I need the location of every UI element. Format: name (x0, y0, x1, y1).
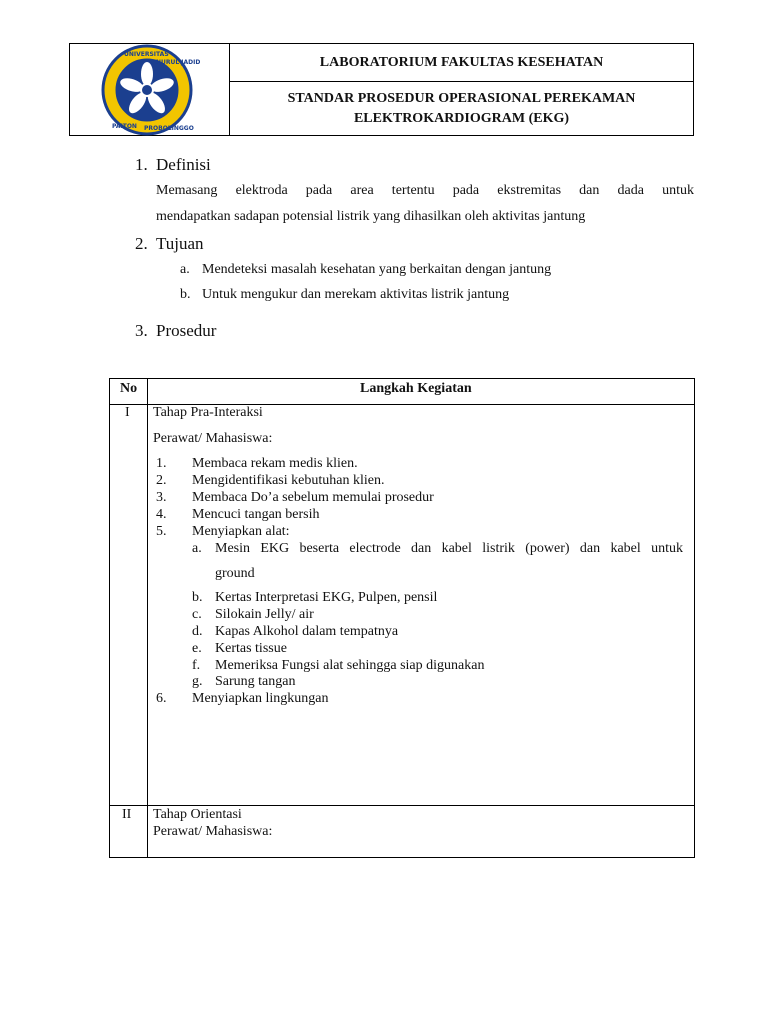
tool-item-a-line2: ground (215, 566, 255, 581)
sop-title-line1: STANDAR PROSEDUR OPERASIONAL PEREKAMAN (287, 90, 636, 106)
tool-marker-g: g. (192, 674, 203, 689)
section-title-prosedur: Prosedur (156, 321, 217, 340)
goal-marker-a: a. (180, 262, 190, 277)
tool-item-g: Sarung tangan (215, 674, 296, 689)
section-title-definisi: Definisi (156, 155, 211, 174)
step-text-5: Menyiapkan alat: (192, 524, 290, 539)
tool-marker-c: c. (192, 607, 202, 622)
step-num-1: 1. (156, 456, 167, 471)
actor-label-orientasi: Perawat/ Mahasiswa: (153, 824, 273, 839)
lab-title (230, 44, 693, 82)
step-num-5: 5. (156, 524, 167, 539)
row-number-1: I (125, 405, 130, 420)
tool-marker-a: a. (192, 541, 202, 556)
university-logo (94, 44, 200, 136)
step-text-2: Mengidentifikasi kebutuhan klien. (192, 473, 385, 488)
tool-item-c: Silokain Jelly/ air (215, 607, 314, 622)
section-number-3: 3. (135, 321, 148, 340)
step-num-4: 4. (156, 507, 167, 522)
header-langkah-kegiatan: Langkah Kegiatan (360, 381, 472, 396)
stage-title-orientasi: Tahap Orientasi (153, 807, 242, 822)
step-text-3: Membaca Do’a sebelum memulai prosedur (192, 490, 434, 505)
tool-marker-e: e. (192, 641, 202, 656)
svg-text:PROBOLINGGO: PROBOLINGGO (144, 125, 194, 132)
step-num-3: 3. (156, 490, 167, 505)
step-num-2: 2. (156, 473, 167, 488)
svg-text:UNIVERSITAS: UNIVERSITAS (124, 51, 169, 58)
goal-item-b: Untuk mengukur dan merekam aktivitas listrik jantung (202, 287, 510, 302)
definition-line-1: Memasang elektroda pada area tertentu pada ekstremitas dan dada untuk (156, 183, 694, 198)
tool-item-a-line1: Mesin EKG beserta electrode dan kabel listrik (power) dan kabel untuk (215, 541, 683, 556)
logo-cell (70, 44, 230, 135)
row-number-2: II (122, 807, 132, 822)
goal-item-a: Mendeteksi masalah kesehatan yang berkaitan dengan jantung (202, 262, 552, 277)
stage-title-pra-interaksi: Tahap Pra-Interaksi (153, 405, 263, 420)
step-text-1: Membaca rekam medis klien. (192, 456, 358, 471)
lab-title-text: LABORATORIUM FAKULTAS KESEHATAN (319, 54, 604, 70)
table-column-divider (147, 379, 148, 857)
step-text-6: Menyiapkan lingkungan (192, 691, 329, 706)
tool-marker-d: d. (192, 624, 203, 639)
actor-label: Perawat/ Mahasiswa: (153, 431, 273, 446)
tool-item-f: Memeriksa Fungsi alat sehingga siap digunakan (215, 658, 485, 673)
svg-text:PAITON: PAITON (112, 123, 137, 130)
sop-title-line2: ELEKTROKARDIOGRAM (EKG) (353, 110, 570, 126)
definition-line-2: mendapatkan sadapan potensial listrik yang dihasilkan oleh aktivitas jantung (156, 209, 586, 224)
goal-marker-b: b. (180, 287, 191, 302)
header-no: No (120, 381, 138, 396)
tool-item-e: Kertas tissue (215, 641, 287, 656)
section-number-2: 2. (135, 234, 148, 253)
table-row-divider (110, 805, 694, 806)
tool-item-d: Kapas Alkohol dalam tempatnya (215, 624, 399, 639)
procedure-table (109, 378, 695, 858)
sop-title (230, 82, 693, 135)
tool-marker-f: f. (192, 658, 201, 673)
document-header-table (69, 43, 694, 136)
section-number-1: 1. (135, 155, 148, 174)
svg-text:NURUL JADID: NURUL JADID (156, 59, 200, 66)
step-num-6: 6. (156, 691, 167, 706)
tool-item-b: Kertas Interpretasi EKG, Pulpen, pensil (215, 590, 438, 605)
step-text-4: Mencuci tangan bersih (192, 507, 320, 522)
tool-marker-b: b. (192, 590, 203, 605)
section-title-tujuan: Tujuan (156, 234, 204, 253)
